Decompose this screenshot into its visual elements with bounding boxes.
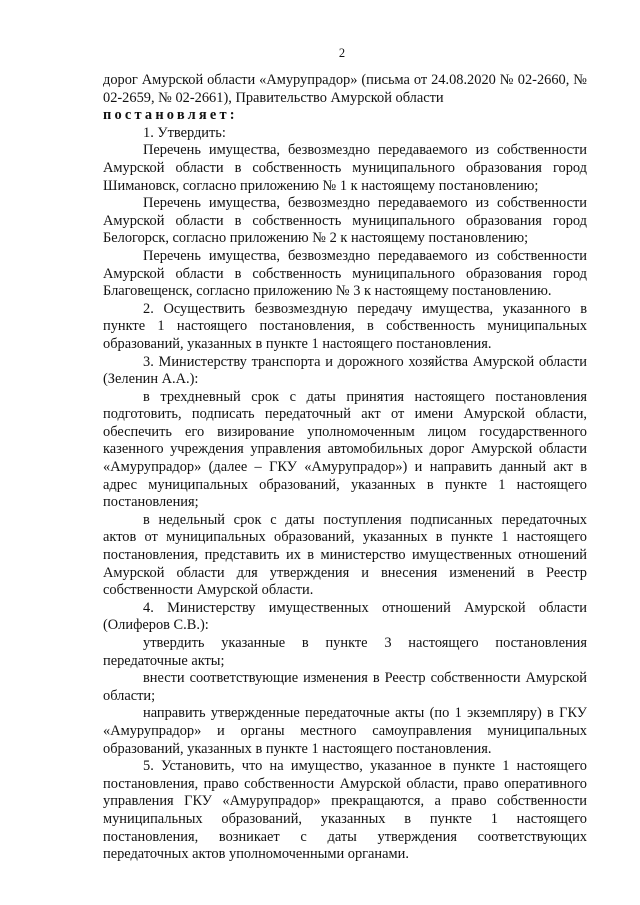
paragraph-item-4-task-2: внести соответствующие изменения в Реестр собственности Амурской области; [103, 670, 587, 704]
decree-word: постановляет: [103, 107, 238, 124]
paragraph-item-3-task-1: в трехдневный срок с даты принятия настоящего постановления подготовить, подписать передаточный акт от имени Амурской области, обеспечить его визирование уполномоченным лицом государственного казенного учреждения управления автомобильных дорог Амурской области «Амурупрадор» (далее – ГКУ «Амурупрадор») и направить данный акт в адрес муниципальных образований, указанных в пункте 1 настоящего постановления; [103, 388, 587, 511]
paragraph-list-shimanovsk: Перечень имущества, безвозмездно передаваемого из собственности Амурской области в собственность муниципального образования город Шимановск, согласно приложению № 1 к настоящему постановлению; [103, 142, 587, 194]
paragraph-item-2: 2. Осуществить безвозмездную передачу имущества, указанного в пункте 1 настоящего постановления, в собственность муниципальных образований, указанных в пункте 1 настоящего постановления. [103, 300, 587, 352]
paragraph-item-5: 5. Установить, что на имущество, указанное в пункте 1 настоящего постановления, право собственности Амурской области, право оперативного управления ГКУ «Амурупрадор» прекращаются, а право собственности муниципальных образований, указанных в пункте 1 настоящего постановления, возникает с даты утверждения соответствующих передаточных актов уполномоченными органами. [103, 758, 587, 863]
paragraph-preamble-end: дорог Амурской области «Амурупрадор» (письма от 24.08.2020 № 02-2660, № 02-2659, № 02-2661), Правительство Амурской области [103, 72, 587, 106]
paragraph-list-blagoveshchensk: Перечень имущества, безвозмездно передаваемого из собственности Амурской области в собственность муниципального образования город Благовещенск, согласно приложению № 3 к настоящему постановлению. [103, 247, 587, 300]
paragraph-item-4-task-1: утвердить указанные в пункте 3 настоящего постановления передаточные акты; [103, 635, 587, 669]
paragraph-item-4-task-3: направить утвержденные передаточные акты (по 1 экземпляру) в ГКУ «Амурупрадор» и органы местного самоуправления муниципальных образований, указанных в пункте 1 настоящего постановления. [103, 705, 587, 757]
paragraph-item-1: 1. Утвердить: [143, 124, 226, 141]
paragraph-item-3-task-2: в недельный срок с даты поступления подписанных передаточных актов от муниципальных образований, указанных в пункте 1 настоящего постановления, представить их в министерство имущественных отношений Амурской области для утверждения и внесения изменений в Реестр собственности Амурской области. [103, 511, 587, 599]
paragraph-list-belogorsk: Перечень имущества, безвозмездно передаваемого из собственности Амурской области в собственность муниципального образования город Белогорск, согласно приложению № 2 к настоящему постановлению; [103, 195, 587, 247]
paragraph-item-3: 3. Министерству транспорта и дорожного хозяйства Амурской области (Зеленин А.А.): [103, 353, 587, 388]
document-body [103, 72, 587, 864]
paragraph-item-4: 4. Министерству имущественных отношений Амурской области (Олиферов С.В.): [103, 599, 587, 634]
page-number: 2 [338, 46, 346, 60]
